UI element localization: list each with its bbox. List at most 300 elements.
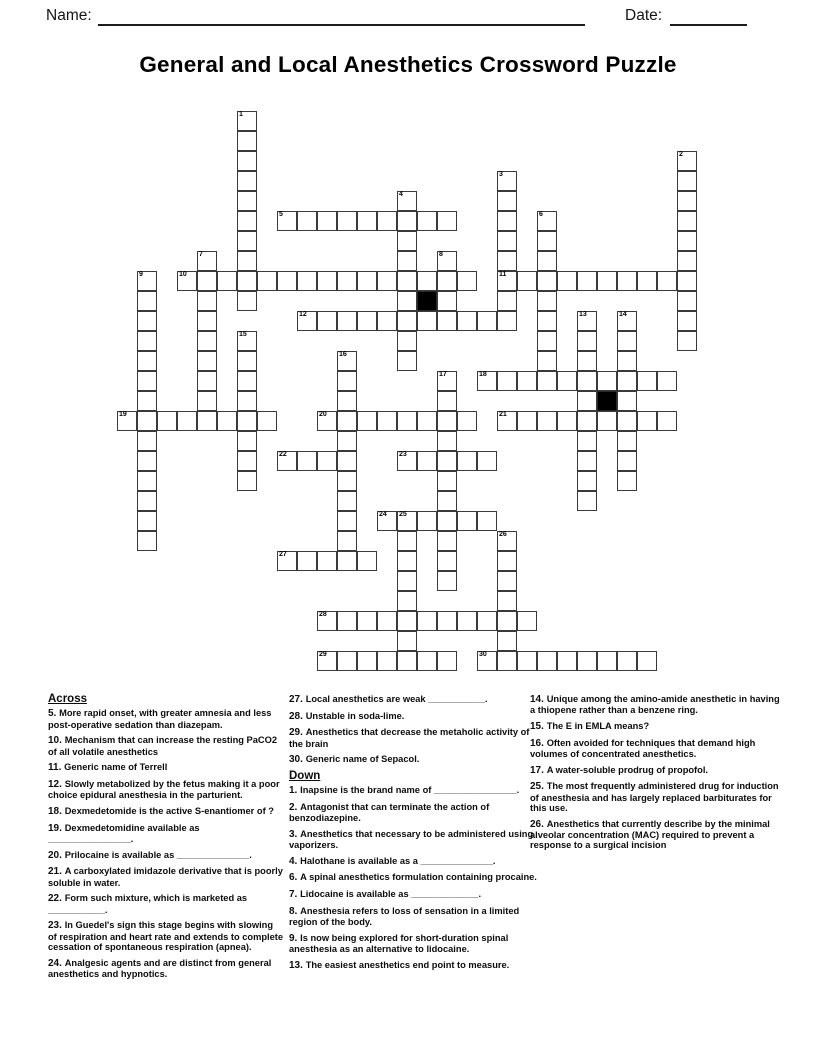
- grid-cell[interactable]: [237, 131, 257, 151]
- grid-cell[interactable]: [397, 251, 417, 271]
- grid-cell[interactable]: [317, 311, 337, 331]
- clue-text: Local anesthetics are weak ___________.: [305, 694, 488, 704]
- grid-cell[interactable]: [437, 431, 457, 451]
- grid-cell[interactable]: [437, 611, 457, 631]
- grid-cell[interactable]: [437, 291, 457, 311]
- grid-cell[interactable]: [357, 411, 377, 431]
- grid-cell[interactable]: [577, 491, 597, 511]
- grid-cell[interactable]: [397, 331, 417, 351]
- clue-column-1: [48, 694, 284, 985]
- grid-cell[interactable]: [497, 291, 517, 311]
- clue-item: [48, 958, 284, 980]
- grid-cell[interactable]: [397, 611, 417, 631]
- grid-cell[interactable]: [517, 651, 537, 671]
- grid-cell[interactable]: [537, 411, 557, 431]
- grid-cell[interactable]: [397, 291, 417, 311]
- grid-cell[interactable]: [417, 411, 437, 431]
- grid-cell[interactable]: [497, 171, 517, 191]
- grid-cell[interactable]: [437, 251, 457, 271]
- grid-cell[interactable]: [397, 231, 417, 251]
- grid-cell[interactable]: [597, 411, 617, 431]
- clue-number: 28.: [289, 710, 306, 722]
- cell-number: 21: [499, 411, 507, 418]
- cell-number: 4: [399, 191, 403, 198]
- grid-cell[interactable]: [377, 511, 397, 531]
- grid-cell[interactable]: [357, 211, 377, 231]
- clue-number: 5.: [48, 708, 60, 720]
- clue-item: [48, 806, 284, 817]
- grid-cell[interactable]: [217, 411, 237, 431]
- grid-cell[interactable]: [377, 411, 397, 431]
- grid-cell[interactable]: [337, 211, 357, 231]
- grid-cell[interactable]: [357, 551, 377, 571]
- grid-cell[interactable]: [177, 271, 197, 291]
- grid-cell[interactable]: [197, 391, 217, 411]
- grid-cell[interactable]: [297, 551, 317, 571]
- grid-cell[interactable]: [677, 231, 697, 251]
- grid-cell[interactable]: [477, 511, 497, 531]
- grid-cell[interactable]: [497, 651, 517, 671]
- cell-number: 2: [679, 151, 683, 158]
- grid-cell[interactable]: [497, 411, 517, 431]
- grid-cell[interactable]: [597, 371, 617, 391]
- grid-cell[interactable]: [257, 271, 277, 291]
- grid-cell[interactable]: [477, 611, 497, 631]
- grid-cell[interactable]: [577, 271, 597, 291]
- grid-cell[interactable]: [677, 331, 697, 351]
- grid-cell[interactable]: [257, 411, 277, 431]
- grid-cell[interactable]: [317, 271, 337, 291]
- grid-cell[interactable]: [217, 271, 237, 291]
- clue-text: Inapsine is the brand name of ________________.: [300, 785, 520, 796]
- name-label: Name:: [46, 7, 92, 24]
- grid-cell[interactable]: [137, 371, 157, 391]
- grid-cell[interactable]: [197, 251, 217, 271]
- grid-cell[interactable]: [137, 471, 157, 491]
- grid-cell[interactable]: [297, 451, 317, 471]
- grid-cell[interactable]: [457, 271, 477, 291]
- grid-cell[interactable]: [557, 271, 577, 291]
- grid-cell[interactable]: [137, 271, 157, 291]
- grid-cell[interactable]: [497, 311, 517, 331]
- grid-cell[interactable]: [437, 551, 457, 571]
- clue-text: The most frequently administered drug for induction of anesthesia and has largely replaced barbiturates for this use.: [530, 781, 779, 813]
- grid-cell[interactable]: [237, 471, 257, 491]
- grid-cell[interactable]: [477, 371, 497, 391]
- grid-cell[interactable]: [457, 311, 477, 331]
- grid-cell[interactable]: [557, 371, 577, 391]
- grid-cell[interactable]: [457, 511, 477, 531]
- cell-number: 15: [239, 331, 247, 338]
- grid-cell[interactable]: [537, 311, 557, 331]
- grid-cell[interactable]: [537, 231, 557, 251]
- grid-cell[interactable]: [137, 411, 157, 431]
- cell-number: 12: [299, 311, 307, 318]
- grid-cell[interactable]: [497, 551, 517, 571]
- grid-cell[interactable]: [517, 611, 537, 631]
- clue-item: [48, 735, 284, 757]
- grid-cell[interactable]: [337, 431, 357, 451]
- grid-cell[interactable]: [437, 491, 457, 511]
- grid-cell[interactable]: [357, 311, 377, 331]
- grid-cell[interactable]: [417, 451, 437, 471]
- clue-text: The easiest anesthetics end point to measure.: [305, 959, 510, 970]
- grid-cell[interactable]: [377, 311, 397, 331]
- grid-cell[interactable]: [617, 371, 637, 391]
- grid-cell[interactable]: [677, 191, 697, 211]
- clue-item: [530, 738, 782, 760]
- grid-cell[interactable]: [317, 611, 337, 631]
- grid-cell[interactable]: [337, 391, 357, 411]
- grid-cell[interactable]: [417, 611, 437, 631]
- grid-cell[interactable]: [237, 351, 257, 371]
- grid-cell[interactable]: [337, 471, 357, 491]
- grid-cell[interactable]: [157, 411, 177, 431]
- grid-cell[interactable]: [317, 411, 337, 431]
- grid-cell[interactable]: [497, 571, 517, 591]
- clue-text: Often avoided for techniques that demand high volumes of concentrated anesthetics.: [530, 737, 756, 759]
- grid-cell[interactable]: [457, 451, 477, 471]
- grid-cell[interactable]: [437, 311, 457, 331]
- grid-cell[interactable]: [297, 311, 317, 331]
- grid-cell[interactable]: [497, 611, 517, 631]
- grid-cell[interactable]: [337, 611, 357, 631]
- grid-cell[interactable]: [137, 431, 157, 451]
- grid-cell[interactable]: [477, 651, 497, 671]
- grid-cell[interactable]: [277, 211, 297, 231]
- grid-cell[interactable]: [577, 411, 597, 431]
- grid-cell[interactable]: [617, 411, 637, 431]
- grid-cell[interactable]: [497, 251, 517, 271]
- clue-item: [289, 785, 541, 796]
- grid-cell[interactable]: [237, 151, 257, 171]
- grid-cell[interactable]: [677, 171, 697, 191]
- grid-cell[interactable]: [597, 271, 617, 291]
- clue-number: 24.: [48, 957, 65, 969]
- grid-cell[interactable]: [237, 271, 257, 291]
- grid-cell[interactable]: [137, 291, 157, 311]
- grid-cell[interactable]: [617, 331, 637, 351]
- grid-cell[interactable]: [237, 411, 257, 431]
- cell-number: 24: [379, 511, 387, 518]
- grid-cell[interactable]: [417, 311, 437, 331]
- grid-cell[interactable]: [397, 191, 417, 211]
- grid-cell[interactable]: [317, 211, 337, 231]
- cell-number: 19: [119, 411, 127, 418]
- grid-cell[interactable]: [617, 351, 637, 371]
- grid-cell[interactable]: [237, 391, 257, 411]
- clue-item: [289, 960, 541, 971]
- cell-number: 1: [239, 111, 243, 118]
- grid-cell[interactable]: [577, 431, 597, 451]
- grid-cell[interactable]: [397, 531, 417, 551]
- grid-cell[interactable]: [337, 651, 357, 671]
- grid-cell[interactable]: [397, 551, 417, 571]
- grid-cell[interactable]: [617, 271, 637, 291]
- grid-cell[interactable]: [377, 211, 397, 231]
- grid-cell[interactable]: [397, 571, 417, 591]
- grid-cell[interactable]: [577, 471, 597, 491]
- grid-cell[interactable]: [377, 271, 397, 291]
- clue-number: 17.: [530, 764, 547, 776]
- grid-cell[interactable]: [397, 211, 417, 231]
- grid-cell[interactable]: [197, 311, 217, 331]
- grid-cell[interactable]: [437, 471, 457, 491]
- grid-cell[interactable]: [197, 331, 217, 351]
- grid-cell[interactable]: [397, 631, 417, 651]
- grid-cell[interactable]: [397, 351, 417, 371]
- grid-cell-black: [417, 291, 437, 311]
- grid-cell[interactable]: [437, 531, 457, 551]
- clue-text: Lidocaine is available as _____________.: [300, 888, 482, 899]
- grid-cell[interactable]: [577, 451, 597, 471]
- grid-cell[interactable]: [377, 611, 397, 631]
- clue-item: [289, 906, 541, 928]
- grid-cell[interactable]: [197, 271, 217, 291]
- grid-cell[interactable]: [557, 651, 577, 671]
- grid-cell[interactable]: [277, 271, 297, 291]
- clue-number: 27.: [289, 694, 306, 705]
- grid-cell[interactable]: [137, 511, 157, 531]
- grid-cell[interactable]: [437, 271, 457, 291]
- grid-cell[interactable]: [277, 551, 297, 571]
- grid-cell[interactable]: [497, 591, 517, 611]
- grid-cell[interactable]: [337, 511, 357, 531]
- clue-text: Anesthetics that decrease the metaholic activity of the brain: [289, 727, 530, 749]
- grid-cell[interactable]: [397, 651, 417, 671]
- grid-cell[interactable]: [357, 651, 377, 671]
- grid-cell[interactable]: [497, 271, 517, 291]
- clue-item: [289, 694, 541, 705]
- grid-cell[interactable]: [197, 411, 217, 431]
- grid-cell[interactable]: [337, 531, 357, 551]
- grid-cell[interactable]: [677, 311, 697, 331]
- clue-text: Antagonist that can terminate the action of benzodiazepine.: [289, 801, 490, 824]
- grid-cell[interactable]: [617, 471, 637, 491]
- grid-cell[interactable]: [617, 431, 637, 451]
- grid-cell[interactable]: [137, 351, 157, 371]
- grid-cell[interactable]: [657, 271, 677, 291]
- grid-cell[interactable]: [617, 311, 637, 331]
- grid-cell[interactable]: [397, 451, 417, 471]
- grid-cell[interactable]: [577, 391, 597, 411]
- clue-text: Anesthetics that currently describe by the minimal alveolar concentration (MAC) required to prevent a response to a surgical incision: [530, 818, 770, 851]
- grid-cell[interactable]: [517, 371, 537, 391]
- grid-cell[interactable]: [237, 191, 257, 211]
- cell-number: 29: [319, 651, 327, 658]
- grid-cell[interactable]: [197, 291, 217, 311]
- grid-cell[interactable]: [497, 531, 517, 551]
- clue-item: [48, 920, 284, 952]
- clue-text: Analgesic agents and are distinct from general anesthetics and hypnotics.: [48, 957, 272, 979]
- grid-cell[interactable]: [237, 251, 257, 271]
- date-label: Date:: [625, 7, 663, 24]
- grid-cell[interactable]: [637, 651, 657, 671]
- across-header: Across: [48, 693, 87, 705]
- grid-cell[interactable]: [317, 551, 337, 571]
- grid-cell[interactable]: [237, 431, 257, 451]
- clue-text: Mechanism that can increase the resting PaCO2 of all volatile anesthetics: [48, 735, 278, 757]
- grid-cell[interactable]: [537, 351, 557, 371]
- grid-cell[interactable]: [137, 391, 157, 411]
- grid-cell[interactable]: [577, 371, 597, 391]
- grid-cell[interactable]: [437, 511, 457, 531]
- grid-cell[interactable]: [417, 211, 437, 231]
- clue-text: Anesthetics that necessary to be administered using vaporizers.: [289, 828, 534, 851]
- grid-cell[interactable]: [457, 611, 477, 631]
- grid-cell[interactable]: [497, 211, 517, 231]
- clue-number: 22.: [48, 893, 65, 905]
- grid-cell[interactable]: [237, 451, 257, 471]
- grid-cell[interactable]: [397, 311, 417, 331]
- grid-cell[interactable]: [337, 551, 357, 571]
- grid-cell[interactable]: [337, 311, 357, 331]
- grid-cell[interactable]: [577, 351, 597, 371]
- cell-number: 10: [179, 271, 187, 278]
- grid-cell[interactable]: [637, 411, 657, 431]
- grid-cell[interactable]: [437, 211, 457, 231]
- grid-cell[interactable]: [357, 271, 377, 291]
- grid-cell[interactable]: [477, 311, 497, 331]
- grid-cell[interactable]: [137, 491, 157, 511]
- grid-cell[interactable]: [497, 371, 517, 391]
- grid-cell[interactable]: [617, 391, 637, 411]
- clue-text: Halothane is available as a ______________.: [300, 855, 496, 866]
- grid-cell[interactable]: [117, 411, 137, 431]
- date-line[interactable]: [670, 8, 747, 26]
- grid-cell[interactable]: [637, 271, 657, 291]
- grid-cell[interactable]: [677, 271, 697, 291]
- grid-cell[interactable]: [617, 451, 637, 471]
- clue-text: More rapid onset, with greater amnesia and less post-operative sedation than diazepam.: [48, 708, 272, 730]
- grid-cell[interactable]: [577, 311, 597, 331]
- clue-number: 18.: [48, 806, 65, 817]
- grid-cell[interactable]: [197, 351, 217, 371]
- grid-cell[interactable]: [317, 651, 337, 671]
- grid-cell[interactable]: [417, 651, 437, 671]
- grid-cell[interactable]: [577, 331, 597, 351]
- clue-text: Dexmedetomide is the active S-enantiomer of ?: [64, 806, 274, 816]
- grid-cell[interactable]: [537, 371, 557, 391]
- grid-cell[interactable]: [437, 391, 457, 411]
- grid-cell[interactable]: [537, 211, 557, 231]
- clue-number: 25.: [530, 781, 547, 793]
- grid-cell[interactable]: [617, 651, 637, 671]
- grid-cell[interactable]: [657, 371, 677, 391]
- clue-item: [48, 850, 284, 861]
- grid-cell[interactable]: [317, 451, 337, 471]
- grid-cell[interactable]: [337, 371, 357, 391]
- grid-cell[interactable]: [457, 411, 477, 431]
- grid-cell[interactable]: [677, 211, 697, 231]
- clue-number: 30.: [289, 754, 306, 766]
- clue-number: 16.: [530, 737, 547, 749]
- grid-cell[interactable]: [637, 371, 657, 391]
- grid-cell[interactable]: [577, 651, 597, 671]
- grid-cell[interactable]: [397, 591, 417, 611]
- clue-number: 29.: [289, 727, 306, 739]
- grid-cell[interactable]: [177, 411, 197, 431]
- clue-text: Generic name of Terrell: [64, 762, 168, 773]
- grid-cell[interactable]: [497, 191, 517, 211]
- clue-text: Form such mixture, which is marketed as ___________.: [48, 893, 248, 915]
- clue-number: 20.: [48, 849, 65, 861]
- grid-cell[interactable]: [677, 251, 697, 271]
- grid-cell[interactable]: [437, 651, 457, 671]
- name-line[interactable]: [98, 8, 585, 26]
- clue-item: [530, 819, 782, 851]
- clue-item: [289, 754, 541, 765]
- grid-cell[interactable]: [557, 411, 577, 431]
- grid-cell[interactable]: [377, 651, 397, 671]
- grid-cell[interactable]: [437, 411, 457, 431]
- grid-cell[interactable]: [137, 531, 157, 551]
- grid-cell[interactable]: [537, 651, 557, 671]
- clue-number: 8.: [289, 905, 301, 917]
- grid-cell[interactable]: [297, 211, 317, 231]
- grid-cell[interactable]: [237, 111, 257, 131]
- grid-cell[interactable]: [237, 171, 257, 191]
- clue-number: 10.: [48, 735, 65, 747]
- grid-cell[interactable]: [417, 511, 437, 531]
- grid-cell[interactable]: [357, 611, 377, 631]
- grid-cell[interactable]: [597, 651, 617, 671]
- clue-item: [48, 823, 284, 845]
- grid-cell[interactable]: [337, 451, 357, 471]
- grid-cell[interactable]: [437, 571, 457, 591]
- grid-cell[interactable]: [397, 511, 417, 531]
- grid-cell[interactable]: [337, 491, 357, 511]
- grid-cell[interactable]: [437, 371, 457, 391]
- grid-cell[interactable]: [277, 451, 297, 471]
- clue-number: 23.: [48, 920, 65, 932]
- grid-cell[interactable]: [237, 371, 257, 391]
- grid-cell[interactable]: [137, 451, 157, 471]
- grid-cell[interactable]: [537, 331, 557, 351]
- grid-cell[interactable]: [337, 351, 357, 371]
- grid-cell[interactable]: [237, 211, 257, 231]
- grid-cell[interactable]: [137, 331, 157, 351]
- grid-cell[interactable]: [237, 331, 257, 351]
- grid-cell[interactable]: [337, 411, 357, 431]
- clue-number: 9.: [289, 932, 301, 944]
- grid-cell[interactable]: [517, 411, 537, 431]
- grid-cell[interactable]: [417, 271, 437, 291]
- grid-cell[interactable]: [657, 411, 677, 431]
- grid-cell[interactable]: [237, 291, 257, 311]
- grid-cell[interactable]: [677, 151, 697, 171]
- grid-cell[interactable]: [677, 291, 697, 311]
- grid-cell[interactable]: [137, 311, 157, 331]
- cell-number: 25: [399, 511, 407, 518]
- grid-cell[interactable]: [497, 631, 517, 651]
- grid-cell[interactable]: [237, 231, 257, 251]
- grid-cell[interactable]: [537, 251, 557, 271]
- grid-cell[interactable]: [337, 271, 357, 291]
- grid-cell[interactable]: [497, 231, 517, 251]
- cell-number: 13: [579, 311, 587, 318]
- grid-cell[interactable]: [537, 291, 557, 311]
- grid-cell[interactable]: [517, 271, 537, 291]
- grid-cell[interactable]: [397, 411, 417, 431]
- clue-text: Anesthesia refers to loss of sensation in a limited region of the body.: [289, 905, 520, 927]
- grid-cell[interactable]: [537, 271, 557, 291]
- grid-cell[interactable]: [197, 371, 217, 391]
- grid-cell[interactable]: [397, 271, 417, 291]
- grid-cell[interactable]: [437, 451, 457, 471]
- grid-cell[interactable]: [297, 271, 317, 291]
- grid-cell[interactable]: [477, 451, 497, 471]
